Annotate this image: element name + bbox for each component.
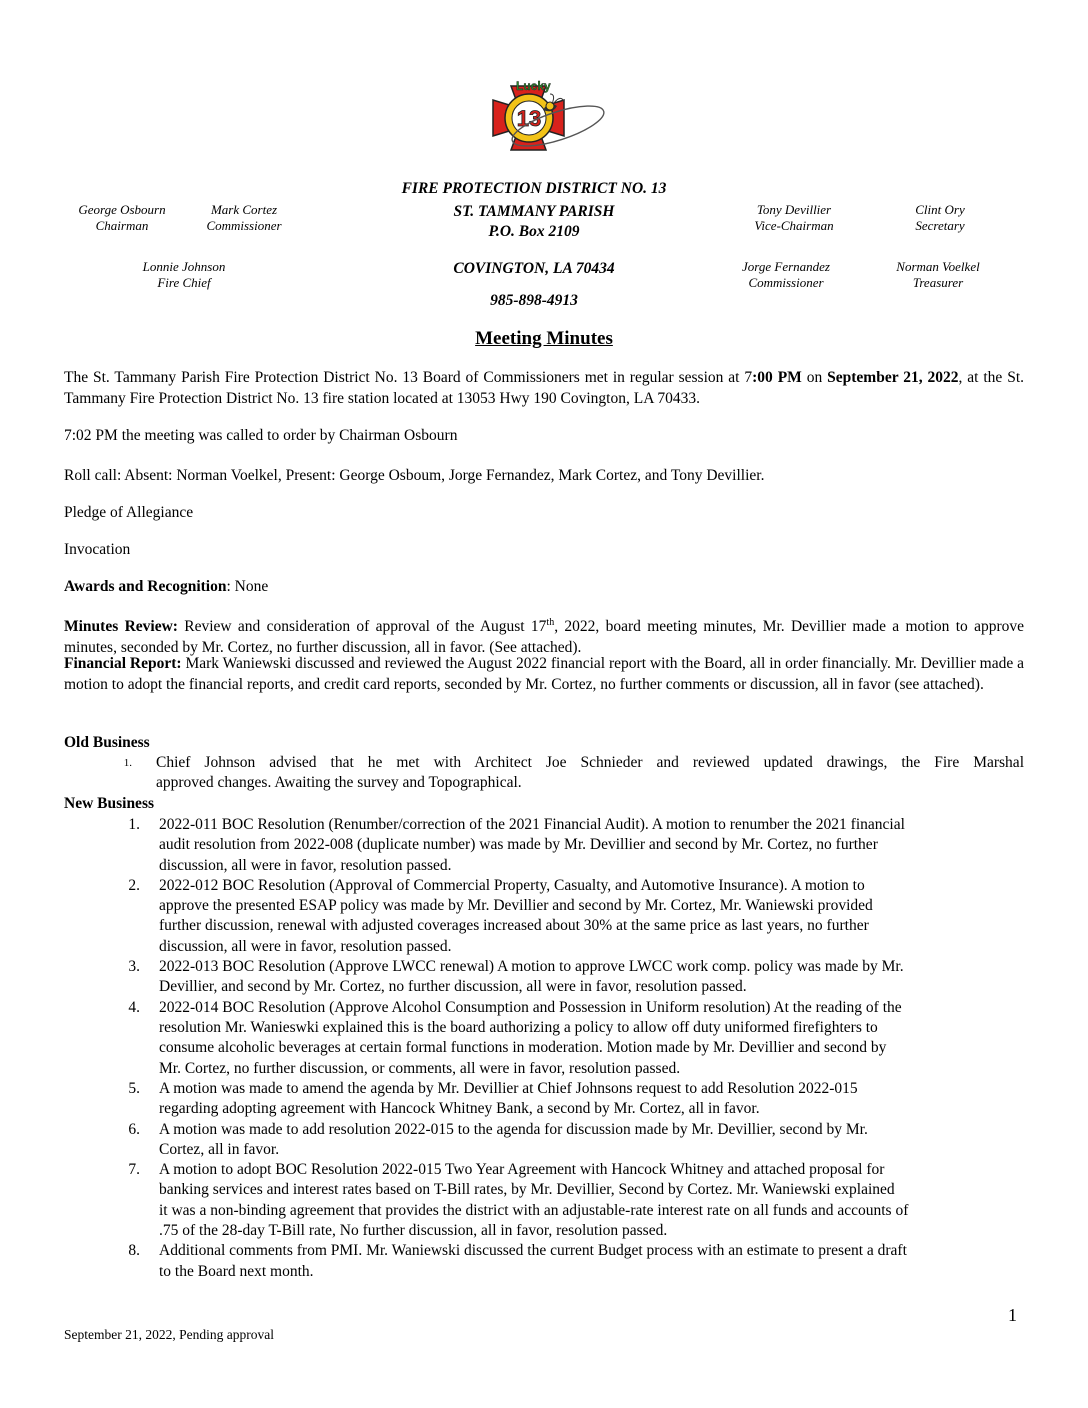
new-business-line: approve the presented ESAP policy was made by Mr. Devillier and second by Mr. Cortez, Mr. Waniewski provided [159,897,873,915]
new-business-line: banking services and interest rates based on T-Bill rates, by Mr. Devillier, Second by Cortez. Mr. Waniewski explained [159,1181,895,1199]
new-business-line: 2022-013 BOC Resolution (Approve LWCC renewal) A motion to approve LWCC work comp. policy was made by Mr. [159,958,904,976]
list-number: 7. [128,1161,140,1179]
minutes-review-label: Minutes Review: [64,618,178,636]
page-number: 1 [1008,1305,1017,1325]
new-business-line: 2022-012 BOC Resolution (Approval of Commercial Property, Casualty, and Automotive Insurance). A motion to [159,876,865,894]
awards-section [64,577,1024,598]
intro-text-b: on [801,369,828,386]
intro-text-c: , at the St. Tammany Fire Protection District No. 13 fire station located at 13053 Hwy 190 Covington, LA 70433. [64,369,1024,407]
officer-name: Tony Devillier [756,202,832,217]
awards-label: Awards and Recognition [64,578,227,595]
new-business-line: A motion was made to add resolution 2022-015 to the agenda for discussion made by Mr. Devillier, second by Mr. [159,1120,868,1138]
list-number: 8. [128,1242,140,1260]
district-logo [468,68,618,172]
minutes-review [64,613,1024,658]
new-business-line: resolution Mr. Wanieswki explained this is the board authorizing a policy to allow off duty uniformed firefighters to [159,1018,878,1036]
new-business-line: audit resolution from 2022-008 (duplicate number) was made by Mr. Devillier and second by Mr. Cortez, no further [159,836,878,854]
officer-title: Chairman [95,218,149,233]
roll-call: Roll call: Absent: Norman Voelkel, Present: George Osboum, Jorge Fernandez, Mark Cortez, and Tony Devillier. [64,467,765,484]
list-number: 5. [128,1079,140,1097]
list-number: 6. [128,1120,140,1138]
officer-cortez [184,202,304,234]
header-line-1: FIRE PROTECTION DISTRICT NO. 13 [401,180,667,197]
new-business-line: .75 of the 28-day T-Bill rate, No further discussion, all in favor, resolution passed. [159,1221,668,1239]
old-business-line-1: Chief Johnson advised that he met with Architect Joe Schnieder and reviewed updated drawings, the Fire Marshal [156,754,1024,771]
officer-title: Commissioner [206,218,282,233]
logo-number: 13 [516,106,542,131]
officer-name: Norman Voelkel [896,259,980,274]
officer-johnson [124,259,244,291]
officer-name: George Osbourn [78,202,166,217]
minutes-review-sup: th [546,617,555,628]
financial-report-text: Mark Waniewski discussed and reviewed the August 2022 financial report with the Board, all in order financially. Mr. Devillier made a motion to adopt the financial reports, and credit card reports, seconded by Mr. Cortez, no further comments or discussion, all in favor (see attached). [64,655,1025,693]
header-line-4: COVINGTON, LA 70434 [453,260,615,277]
logo-text: Lucky [516,79,551,93]
officer-voelkel [878,259,998,291]
list-number: 2. [128,876,140,894]
header-line-3: P.O. Box 2109 [488,223,580,240]
new-business-heading [64,794,1024,815]
list-number: 4. [128,998,140,1016]
new-business-line: Cortez, all in favor. [159,1140,280,1158]
list-number: 1. [123,757,132,769]
officer-title: Treasurer [912,275,964,290]
intro-paragraph [64,368,1024,409]
officer-osbourn [62,202,182,234]
pledge: Pledge of Allegiance [64,504,194,521]
officer-fernandez [726,259,846,291]
officer-name: Jorge Fernandez [742,259,830,274]
awards-value: : None [226,578,269,595]
header-line-2: ST. TAMMANY PARISH [453,203,615,220]
old-business-heading [64,733,1024,754]
new-business-line: discussion, all were in favor, resolution passed. [159,937,452,955]
officer-name: Mark Cortez [210,202,278,217]
new-business-line: Devillier, and second by Mr. Cortez, no further discussion, all were in favor, resolution passed. [159,978,747,996]
new-business-line: A motion was made to amend the agenda by Mr. Devillier at Chief Johnsons request to add Resolution 2022-015 [159,1079,858,1097]
intro-date: September 21, 2022 [827,369,959,386]
new-business-line: further discussion, renewal with adjusted coverages increased about 30% at the same price as last years, no further [159,917,869,935]
officer-ory [880,202,1000,234]
new-business-line: discussion, all were in favor, resolution passed. [159,856,452,874]
minutes-review-text-b: , 2022, board meeting minutes, Mr. Devillier made a motion to approve minutes, seconded by Mr. Cortez, no further discussion, all in favor. (See attached). [64,618,1024,656]
list-number: 3. [128,958,140,976]
new-business-line: 2022-011 BOC Resolution (Renumber/correction of the 2021 Financial Audit). A motion to renumber the 2021 financial [159,816,905,833]
page-title: Meeting Minutes [475,328,613,349]
new-business-line: it was a non-binding agreement that provides the district with an adjustable-rate interest rate on all funds and accounts of [159,1201,909,1219]
new-business-heading-text: New Business [64,795,155,812]
officer-title: Fire Chief [157,275,211,290]
footer-text: September 21, 2022, Pending approval [64,1327,274,1342]
call-to-order: 7:02 PM the meeting was called to order by Chairman Osbourn [64,427,458,444]
officer-title: Secretary [915,218,965,233]
old-business-heading-text: Old Business [64,734,150,751]
new-business-line: consume alcoholic beverages at certain formal functions in moderation. Motion made by Mr. Devillier and second by [159,1039,887,1057]
new-business-line: Additional comments from PMI. Mr. Waniewski discussed the current Budget process with an estimate to present a draft [159,1242,907,1260]
new-business-line: regarding adopting agreement with Hancock Whitney Bank, a second by Mr. Cortez, all in favor. [159,1100,760,1118]
list-number: 1. [128,816,140,833]
new-business-line: 2022-014 BOC Resolution (Approve Alcohol Consumption and Possession in Uniform resolution) At the reading of the [159,998,902,1016]
financial-report [64,654,1024,695]
officer-name: Clint Ory [915,202,965,217]
old-business-line-2: approved changes. Awaiting the survey and Topographical. [156,774,522,791]
old-business-item [0,753,1088,795]
officer-title: Vice-Chairman [754,218,834,233]
minutes-review-text-a: Review and consideration of approval of the August 17 [177,618,547,636]
officer-devillier [734,202,854,234]
header-line-5: 985-898-4913 [490,292,578,309]
officer-title: Commissioner [748,275,824,290]
intro-text-a: The St. Tammany Parish Fire Protection District No. 13 Board of Commissioners met in regular session at 7 [64,369,753,386]
intro-time: :00 PM [752,369,802,386]
new-business-line: to the Board next month. [159,1262,314,1280]
financial-report-label: Financial Report: [64,655,182,672]
new-business-line: A motion to adopt BOC Resolution 2022-015 Two Year Agreement with Hancock Whitney and attached proposal for [159,1161,885,1179]
invocation: Invocation [64,541,131,558]
new-business-line: Mr. Cortez, no further discussion, or comments, all were in favor, resolution passed. [159,1059,681,1077]
officer-name: Lonnie Johnson [142,259,226,274]
